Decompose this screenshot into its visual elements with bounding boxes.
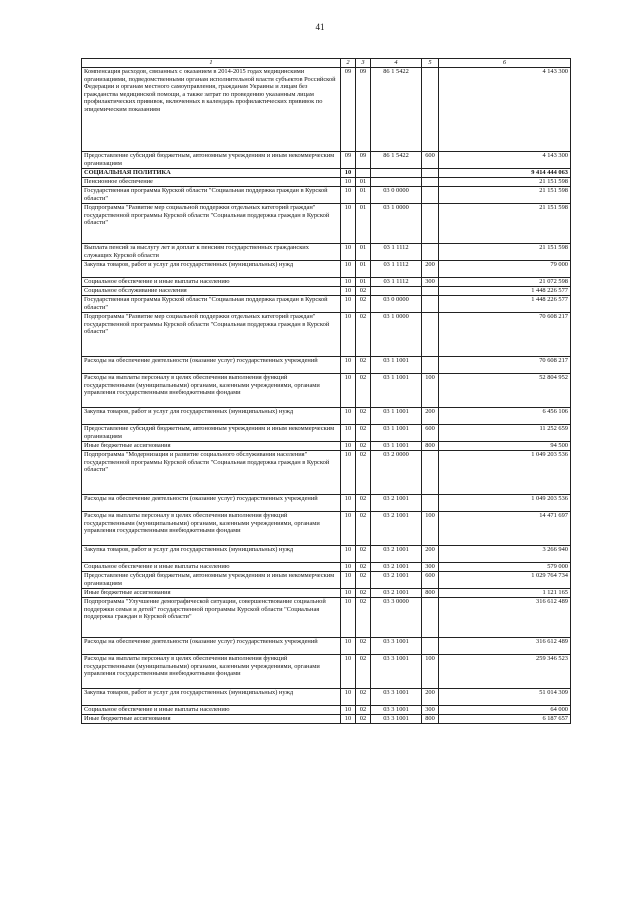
row-section: 10 bbox=[341, 442, 356, 451]
row-name: Государственная программа Курской области "Социальная поддержка граждан в Курской области" bbox=[82, 187, 341, 204]
row-subsection: 01 bbox=[356, 187, 371, 204]
row-subsection: 09 bbox=[356, 152, 371, 169]
row-target-article: 03 1 1001 bbox=[371, 374, 422, 408]
row-expense-type: 600 bbox=[422, 152, 439, 169]
row-section: 10 bbox=[341, 408, 356, 425]
row-expense-type bbox=[422, 287, 439, 296]
header-col-5: 5 bbox=[422, 59, 439, 68]
row-section: 10 bbox=[341, 572, 356, 589]
row-target-article: 03 1 1001 bbox=[371, 357, 422, 374]
row-name: Расходы на выплаты персоналу в целях обеспечения выполнения функций государственными (муниципальными) органами, казенными учреждениями, органами управления государственными внебюджетными фондами bbox=[82, 374, 341, 408]
table-row bbox=[82, 563, 571, 572]
row-amount: 3 266 940 bbox=[439, 546, 571, 563]
row-target-article: 03 2 1001 bbox=[371, 546, 422, 563]
table-row bbox=[82, 598, 571, 638]
row-name: Закупка товаров, работ и услуг для государственных (муниципальных) нужд bbox=[82, 546, 341, 563]
row-name: Подпрограмма "Развитие мер социальной поддержки отдельных категорий граждан" государственной программы Курской области "Социальная поддержка граждан в Курской области" bbox=[82, 313, 341, 357]
row-expense-type: 200 bbox=[422, 689, 439, 706]
row-amount: 316 612 489 bbox=[439, 598, 571, 638]
row-subsection: 02 bbox=[356, 442, 371, 451]
row-section: 10 bbox=[341, 715, 356, 724]
row-target-article: 03 2 1001 bbox=[371, 495, 422, 512]
row-name: Социальное обеспечение и иные выплаты населению bbox=[82, 563, 341, 572]
row-expense-type: 800 bbox=[422, 589, 439, 598]
table-row bbox=[82, 495, 571, 512]
row-amount: 4 143 300 bbox=[439, 68, 571, 152]
row-subsection: 02 bbox=[356, 589, 371, 598]
table-row bbox=[82, 169, 571, 178]
row-expense-type: 200 bbox=[422, 408, 439, 425]
row-name: Государственная программа Курской области "Социальная поддержка граждан в Курской области" bbox=[82, 296, 341, 313]
row-target-article: 03 1 0000 bbox=[371, 204, 422, 244]
row-name: Компенсация расходов, связанных с оказанием в 2014-2015 годах медицинскими организациями, подведомственными органам исполнительной власти субъектов Российской Федерации и органам местного самоуправления, гражданам Украины и лицам без гражданства медицинской помощи, а также затрат по проведению указанным лицам профилактических прививок, включенных в календарь профилактических прививок по эпидемическим показаниям bbox=[82, 68, 341, 152]
row-expense-type: 100 bbox=[422, 512, 439, 546]
budget-table bbox=[81, 58, 571, 724]
row-section: 10 bbox=[341, 689, 356, 706]
row-subsection: 02 bbox=[356, 374, 371, 408]
row-target-article: 03 1 1112 bbox=[371, 244, 422, 261]
table-row bbox=[82, 152, 571, 169]
row-expense-type bbox=[422, 204, 439, 244]
row-amount: 70 608 217 bbox=[439, 313, 571, 357]
row-name: СОЦИАЛЬНАЯ ПОЛИТИКА bbox=[82, 169, 341, 178]
row-name: Иные бюджетные ассигнования bbox=[82, 715, 341, 724]
table-row bbox=[82, 278, 571, 287]
row-section: 10 bbox=[341, 374, 356, 408]
row-amount: 316 612 489 bbox=[439, 638, 571, 655]
row-subsection: 02 bbox=[356, 706, 371, 715]
row-subsection: 02 bbox=[356, 512, 371, 546]
row-section: 10 bbox=[341, 278, 356, 287]
row-amount: 14 471 697 bbox=[439, 512, 571, 546]
row-subsection: 02 bbox=[356, 638, 371, 655]
row-expense-type bbox=[422, 68, 439, 152]
row-section: 10 bbox=[341, 655, 356, 689]
row-subsection: 02 bbox=[356, 495, 371, 512]
row-amount: 4 143 300 bbox=[439, 152, 571, 169]
row-expense-type: 800 bbox=[422, 715, 439, 724]
header-col-2: 2 bbox=[341, 59, 356, 68]
row-subsection: 02 bbox=[356, 572, 371, 589]
row-expense-type: 200 bbox=[422, 546, 439, 563]
row-subsection: 02 bbox=[356, 425, 371, 442]
row-name: Расходы на выплаты персоналу в целях обеспечения выполнения функций государственными (муниципальными) органами, казенными учреждениями, органами управления государственными внебюджетными фондами bbox=[82, 512, 341, 546]
row-target-article: 03 2 1001 bbox=[371, 572, 422, 589]
row-section: 09 bbox=[341, 152, 356, 169]
row-expense-type: 300 bbox=[422, 278, 439, 287]
row-amount: 94 500 bbox=[439, 442, 571, 451]
row-section: 10 bbox=[341, 204, 356, 244]
table-row bbox=[82, 313, 571, 357]
row-target-article: 03 2 1001 bbox=[371, 563, 422, 572]
row-name: Иные бюджетные ассигнования bbox=[82, 589, 341, 598]
row-name: Подпрограмма "Развитие мер социальной поддержки отдельных категорий граждан" государственной программы Курской области "Социальная поддержка граждан в Курской области" bbox=[82, 204, 341, 244]
row-target-article: 03 0 0000 bbox=[371, 187, 422, 204]
row-section: 10 bbox=[341, 178, 356, 187]
row-amount: 1 029 764 734 bbox=[439, 572, 571, 589]
row-subsection: 01 bbox=[356, 178, 371, 187]
table-row bbox=[82, 357, 571, 374]
row-expense-type bbox=[422, 357, 439, 374]
row-expense-type: 300 bbox=[422, 563, 439, 572]
table-row bbox=[82, 638, 571, 655]
table-row bbox=[82, 655, 571, 689]
row-target-article: 03 3 1001 bbox=[371, 655, 422, 689]
row-amount: 64 000 bbox=[439, 706, 571, 715]
row-name: Расходы на обеспечение деятельности (оказание услуг) государственных учреждений bbox=[82, 495, 341, 512]
row-subsection: 02 bbox=[356, 563, 371, 572]
row-expense-type bbox=[422, 495, 439, 512]
row-expense-type bbox=[422, 169, 439, 178]
row-name: Подпрограмма "Улучшение демографической ситуации, совершенствование социальной поддержки семьи и детей" государственной программы Курской области "Социальная поддержка граждан в Курской области" bbox=[82, 598, 341, 638]
row-expense-type: 100 bbox=[422, 655, 439, 689]
row-expense-type bbox=[422, 178, 439, 187]
header-col-3: 3 bbox=[356, 59, 371, 68]
row-target-article: 03 3 1001 bbox=[371, 638, 422, 655]
row-subsection: 02 bbox=[356, 715, 371, 724]
row-target-article bbox=[371, 287, 422, 296]
row-amount: 1 448 226 577 bbox=[439, 287, 571, 296]
row-name: Социальное обеспечение и иные выплаты населению bbox=[82, 278, 341, 287]
row-amount: 11 252 659 bbox=[439, 425, 571, 442]
table-row bbox=[82, 451, 571, 495]
row-subsection: 02 bbox=[356, 313, 371, 357]
row-section: 10 bbox=[341, 512, 356, 546]
row-target-article: 03 1 1001 bbox=[371, 425, 422, 442]
table-row bbox=[82, 512, 571, 546]
table-row bbox=[82, 68, 571, 152]
row-name: Расходы на выплаты персоналу в целях обеспечения выполнения функций государственными (муниципальными) органами, казенными учреждениями, органами управления государственными внебюджетными фондами bbox=[82, 655, 341, 689]
table-row bbox=[82, 589, 571, 598]
row-target-article: 03 3 1001 bbox=[371, 706, 422, 715]
row-amount: 259 346 523 bbox=[439, 655, 571, 689]
row-amount: 79 000 bbox=[439, 261, 571, 278]
table-row bbox=[82, 244, 571, 261]
row-subsection: 02 bbox=[356, 689, 371, 706]
row-amount: 6 187 657 bbox=[439, 715, 571, 724]
row-expense-type: 800 bbox=[422, 442, 439, 451]
row-subsection: 01 bbox=[356, 244, 371, 261]
row-subsection: 01 bbox=[356, 204, 371, 244]
row-expense-type: 600 bbox=[422, 425, 439, 442]
row-amount: 1 448 226 577 bbox=[439, 296, 571, 313]
row-target-article: 03 1 1112 bbox=[371, 278, 422, 287]
table-row bbox=[82, 442, 571, 451]
row-amount: 52 804 952 bbox=[439, 374, 571, 408]
row-name: Закупка товаров, работ и услуг для государственных (муниципальных) нужд bbox=[82, 408, 341, 425]
row-name: Закупка товаров, работ и услуг для государственных (муниципальных) нужд bbox=[82, 261, 341, 278]
table-row bbox=[82, 706, 571, 715]
row-expense-type bbox=[422, 313, 439, 357]
row-name: Предоставление субсидий бюджетным, автономным учреждениям и иным некоммерческим организациям bbox=[82, 425, 341, 442]
row-name: Социальное обеспечение и иные выплаты населению bbox=[82, 706, 341, 715]
row-section: 10 bbox=[341, 287, 356, 296]
row-target-article: 86 1 5422 bbox=[371, 152, 422, 169]
row-name: Предоставление субсидий бюджетным, автономным учреждениям и иным некоммерческим организациям bbox=[82, 572, 341, 589]
row-subsection: 02 bbox=[356, 546, 371, 563]
row-subsection: 01 bbox=[356, 261, 371, 278]
row-target-article bbox=[371, 178, 422, 187]
row-subsection: 02 bbox=[356, 655, 371, 689]
row-name: Расходы на обеспечение деятельности (оказание услуг) государственных учреждений bbox=[82, 638, 341, 655]
row-amount: 579 000 bbox=[439, 563, 571, 572]
header-row bbox=[82, 59, 571, 68]
row-subsection: 02 bbox=[356, 408, 371, 425]
table-row bbox=[82, 261, 571, 278]
row-section: 10 bbox=[341, 244, 356, 261]
row-expense-type: 100 bbox=[422, 374, 439, 408]
row-section: 10 bbox=[341, 546, 356, 563]
row-subsection: 09 bbox=[356, 68, 371, 152]
row-amount: 21 072 598 bbox=[439, 278, 571, 287]
row-target-article: 03 3 1001 bbox=[371, 689, 422, 706]
row-expense-type: 200 bbox=[422, 261, 439, 278]
row-amount: 21 151 598 bbox=[439, 187, 571, 204]
table-row bbox=[82, 408, 571, 425]
row-expense-type bbox=[422, 638, 439, 655]
row-expense-type bbox=[422, 187, 439, 204]
row-target-article: 03 2 0000 bbox=[371, 451, 422, 495]
table-row bbox=[82, 374, 571, 408]
row-section: 10 bbox=[341, 638, 356, 655]
table-row bbox=[82, 178, 571, 187]
table-row bbox=[82, 689, 571, 706]
table-row bbox=[82, 296, 571, 313]
row-section: 10 bbox=[341, 495, 356, 512]
row-target-article: 86 1 5422 bbox=[371, 68, 422, 152]
row-name: Иные бюджетные ассигнования bbox=[82, 442, 341, 451]
row-section: 09 bbox=[341, 68, 356, 152]
budget-sheet bbox=[81, 58, 570, 724]
row-expense-type: 600 bbox=[422, 572, 439, 589]
row-name: Закупка товаров, работ и услуг для государственных (муниципальных) нужд bbox=[82, 689, 341, 706]
table-header bbox=[82, 59, 571, 68]
row-subsection: 02 bbox=[356, 451, 371, 495]
row-section: 10 bbox=[341, 261, 356, 278]
row-target-article bbox=[371, 169, 422, 178]
row-expense-type: 300 bbox=[422, 706, 439, 715]
row-subsection bbox=[356, 169, 371, 178]
row-target-article: 03 1 0000 bbox=[371, 313, 422, 357]
row-section: 10 bbox=[341, 296, 356, 313]
row-expense-type bbox=[422, 451, 439, 495]
row-amount: 70 608 217 bbox=[439, 357, 571, 374]
row-name: Выплата пенсий за выслугу лет и доплат к пенсиям государственных гражданских служащих Курской области bbox=[82, 244, 341, 261]
row-subsection: 02 bbox=[356, 598, 371, 638]
table-row bbox=[82, 572, 571, 589]
row-subsection: 02 bbox=[356, 287, 371, 296]
row-subsection: 02 bbox=[356, 357, 371, 374]
table-row bbox=[82, 425, 571, 442]
row-section: 10 bbox=[341, 589, 356, 598]
row-section: 10 bbox=[341, 169, 356, 178]
table-body bbox=[82, 68, 571, 724]
row-amount: 9 414 444 063 bbox=[439, 169, 571, 178]
row-section: 10 bbox=[341, 598, 356, 638]
header-col-1: 1 bbox=[82, 59, 341, 68]
row-target-article: 03 2 1001 bbox=[371, 512, 422, 546]
row-section: 10 bbox=[341, 187, 356, 204]
row-name: Предоставление субсидий бюджетным, автономным учреждениям и иным некоммерческим организациям bbox=[82, 152, 341, 169]
row-target-article: 03 1 1112 bbox=[371, 261, 422, 278]
row-target-article: 03 0 0000 bbox=[371, 296, 422, 313]
row-amount: 21 151 598 bbox=[439, 244, 571, 261]
row-amount: 21 151 598 bbox=[439, 178, 571, 187]
row-name: Расходы на обеспечение деятельности (оказание услуг) государственных учреждений bbox=[82, 357, 341, 374]
row-section: 10 bbox=[341, 425, 356, 442]
row-subsection: 01 bbox=[356, 278, 371, 287]
row-expense-type bbox=[422, 244, 439, 261]
row-amount: 6 456 106 bbox=[439, 408, 571, 425]
row-target-article: 03 3 0000 bbox=[371, 598, 422, 638]
row-section: 10 bbox=[341, 451, 356, 495]
row-amount: 51 014 309 bbox=[439, 689, 571, 706]
row-section: 10 bbox=[341, 357, 356, 374]
row-expense-type bbox=[422, 598, 439, 638]
table-row bbox=[82, 546, 571, 563]
row-target-article: 03 3 1001 bbox=[371, 715, 422, 724]
row-amount: 1 049 203 536 bbox=[439, 495, 571, 512]
row-section: 10 bbox=[341, 706, 356, 715]
row-section: 10 bbox=[341, 313, 356, 357]
header-col-6: 6 bbox=[439, 59, 571, 68]
row-expense-type bbox=[422, 296, 439, 313]
row-name: Социальное обслуживание населения bbox=[82, 287, 341, 296]
page-number: 41 bbox=[315, 22, 325, 32]
row-section: 10 bbox=[341, 563, 356, 572]
header-col-4: 4 bbox=[371, 59, 422, 68]
row-name: Подпрограмма "Модернизация и развитие социального обслуживания населения" государственной программы Курской области "Социальная поддержка граждан в Курской области" bbox=[82, 451, 341, 495]
row-subsection: 02 bbox=[356, 296, 371, 313]
row-name: Пенсионное обеспечение bbox=[82, 178, 341, 187]
table-row bbox=[82, 287, 571, 296]
row-amount: 21 151 598 bbox=[439, 204, 571, 244]
row-target-article: 03 2 1001 bbox=[371, 589, 422, 598]
row-target-article: 03 1 1001 bbox=[371, 408, 422, 425]
row-amount: 1 121 165 bbox=[439, 589, 571, 598]
table-row bbox=[82, 715, 571, 724]
row-target-article: 03 1 1001 bbox=[371, 442, 422, 451]
row-amount: 1 049 203 536 bbox=[439, 451, 571, 495]
table-row bbox=[82, 187, 571, 204]
table-row bbox=[82, 204, 571, 244]
